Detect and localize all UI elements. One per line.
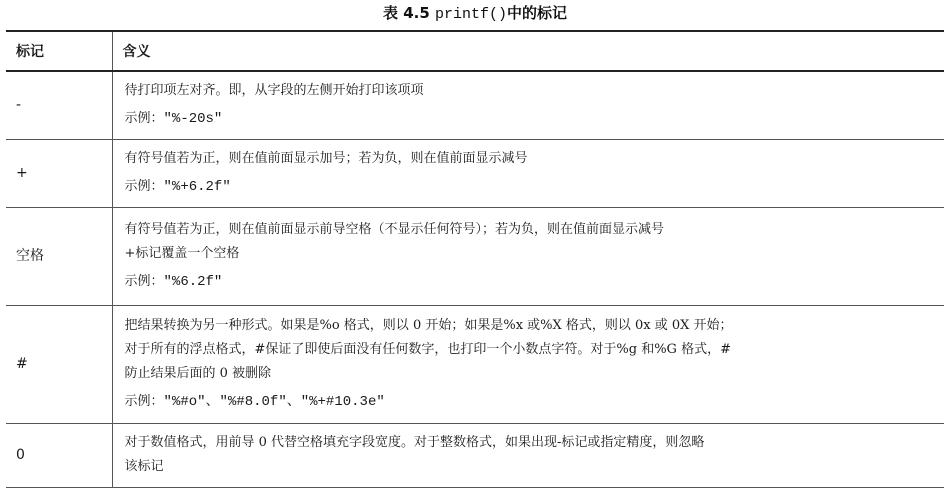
meaning-line: 待打印项左对齐。即，从字段的左侧开始打印该项项 [124, 83, 424, 99]
flag-cell: - [6, 71, 112, 139]
example-label: 示例： [124, 179, 164, 194]
example-code: "%-20s" [163, 111, 223, 128]
example-label: 示例： [124, 394, 164, 409]
caption-code: printf() [435, 6, 508, 23]
meaning-cell [112, 71, 944, 139]
meaning-line: 对于数值格式，用前导 0 代替空格填充字段宽度。对于整数格式，如果出现-标记或指定精度，则忽略 [124, 435, 705, 450]
flag-cell: + [6, 139, 112, 207]
flag-cell: # [6, 305, 112, 423]
meaning-line: 把结果转换为另一种形式。如果是%o 格式，则以 0 开始；如果是%x 或%X 格式，则以 0x 或 0X 开始； [124, 318, 733, 333]
caption-prefix: 表 4.5 [382, 4, 435, 22]
example-code: "%#o"、"%#8.0f"、"%+#10.3e" [163, 394, 385, 410]
meaning-cell [112, 305, 944, 423]
meaning-line: 该标记 [124, 459, 164, 474]
meaning-line: 防止结果后面的 0 被删除 [124, 366, 272, 381]
example-line [125, 175, 933, 199]
meaning-line: +标记覆盖一个空格 [124, 246, 240, 261]
meaning-line: 有符号值若为正，则在值前面显示加号；若为负，则在值前面显示减号 [124, 151, 528, 166]
flag-cell: 0 [6, 423, 112, 487]
example-label: 示例： [124, 111, 164, 127]
header-meaning: 含义 [112, 31, 944, 71]
flag-cell: 空格 [6, 207, 112, 305]
meaning-cell [112, 207, 944, 305]
example-line [125, 390, 933, 414]
meaning-line: 有符号值若为正，则在值前面显示前导空格（不显示任何符号）；若为负，则在值前面显示减号 [124, 222, 665, 237]
table-row [6, 139, 944, 207]
header-flag: 标记 [6, 31, 112, 71]
example-line [125, 107, 933, 131]
table-row [6, 207, 944, 305]
table-row [6, 71, 944, 139]
table-caption [0, 2, 950, 26]
meaning-cell [112, 139, 944, 207]
example-line [125, 270, 933, 294]
flags-table [6, 30, 944, 488]
table-row [6, 305, 944, 423]
example-label: 示例： [124, 274, 164, 289]
example-code: "%+6.2f" [163, 179, 231, 195]
meaning-cell [112, 423, 944, 487]
table-row [6, 423, 944, 487]
meaning-line: 对于所有的浮点格式，#保证了即使后面没有任何数字，也打印一个小数点字符。对于%g 和%G 格式，# [124, 342, 731, 357]
example-code: "%6.2f" [163, 274, 223, 290]
caption-suffix: 中的标记 [507, 4, 568, 22]
header-row [6, 31, 944, 71]
